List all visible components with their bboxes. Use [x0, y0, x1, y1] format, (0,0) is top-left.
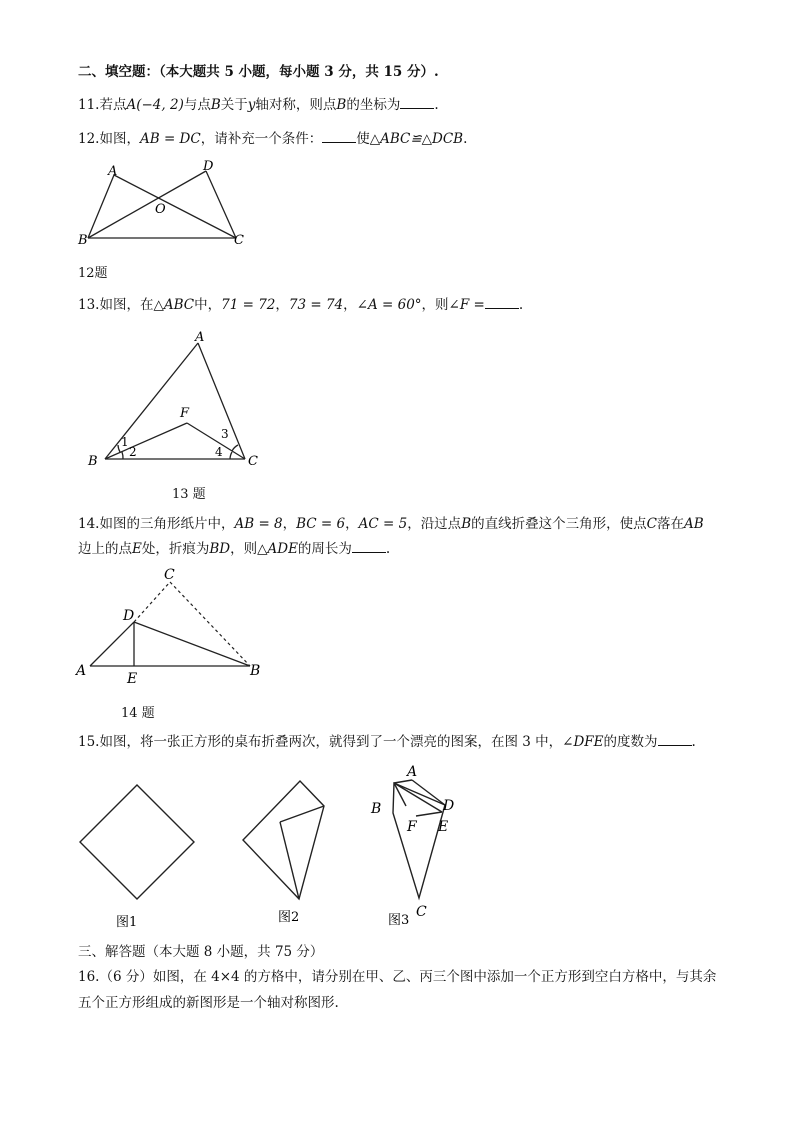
q14-figure: [72, 562, 272, 687]
q14-line1-mid: 沿过点: [420, 516, 462, 532]
q14-line1-prefix: 14.如图的三角形纸片中，: [78, 516, 235, 532]
q13-label-2: 2: [129, 445, 137, 459]
q14-label-a: A: [76, 663, 87, 679]
q15-fig2-label: 图2: [278, 910, 300, 925]
q12-label-c: C: [234, 233, 244, 248]
q14-point-e: E: [132, 541, 142, 557]
question-16-line-2: 五个正方形组成的新图形是一个轴对称图形.: [78, 995, 339, 1011]
q12-after: 使: [356, 131, 370, 147]
q12-caption: 12题: [78, 266, 108, 281]
q15-label-d: D: [443, 798, 455, 814]
q11-middle2: 关于: [220, 97, 248, 113]
q15-fig3-label: 图3: [388, 913, 410, 928]
q14-point-b: B: [461, 516, 472, 532]
q13-label-1: 1: [121, 435, 129, 449]
q14-label-d: D: [123, 608, 135, 624]
q14-tail: .: [385, 541, 391, 557]
q13-figure: [80, 325, 280, 475]
q13-label-f: F: [180, 406, 190, 421]
q14-line1-mid2: 的直线折叠这个三角形，使点: [471, 516, 647, 532]
q11-point-b2: B: [336, 97, 347, 113]
q15-label-e: E: [438, 819, 449, 835]
q13-sep1: ，: [275, 297, 289, 313]
q14-caption: 14 题: [121, 706, 155, 721]
q13-prefix: 13.如图，在: [78, 297, 154, 313]
q15-label-b: B: [371, 801, 382, 817]
q14-label-c: C: [164, 567, 175, 583]
q13-label-3: 3: [221, 427, 229, 441]
q12-equation: AB = DC: [139, 131, 201, 147]
q11-point-b: B: [210, 97, 221, 113]
q13-label-4: 4: [215, 445, 223, 459]
q12-answer-blank: [322, 130, 356, 143]
q14-line2-mid: 处，折痕为: [141, 541, 210, 557]
q14-label-e: E: [127, 671, 138, 687]
q13-label-a: A: [195, 330, 205, 345]
q13-then: ，则: [421, 297, 449, 313]
question-13: [78, 296, 523, 314]
q11-suffix: 轴对称，则点: [255, 97, 337, 113]
q15-tail: .: [691, 734, 696, 750]
q11-prefix: 11.若点: [78, 97, 127, 113]
q13-eq1: 71 = 72: [221, 297, 276, 313]
q14-ade: △ADE: [257, 541, 298, 557]
q13-tail: .: [518, 297, 524, 313]
q12-tail: .: [463, 131, 468, 147]
q13-target: ∠F =: [448, 297, 485, 313]
q14-bc: BC = 6: [296, 516, 346, 532]
q14-ab2: AB: [683, 516, 704, 532]
question-14-line-1: 14.如图的三角形纸片中，AB = 8，BC = 6，AC = 5，沿过点B的直线折叠这个三角形，使点C落在AB: [78, 516, 704, 532]
q12-congruence: △ABC≌△DCB: [369, 131, 464, 147]
question-15: [78, 733, 696, 751]
q14-point-c: C: [646, 516, 657, 532]
q15-answer-blank: [658, 733, 692, 746]
q13-eq2: 73 = 74: [288, 297, 344, 313]
q13-label-c: C: [248, 454, 258, 469]
q15-figure: [70, 758, 490, 933]
q11-point-a: A(−4, 2): [126, 97, 184, 113]
section-title-solutions: 三、解答题（本大题 8 小题，共 75 分）: [78, 944, 324, 960]
q12-label-b: B: [78, 233, 88, 248]
question-12: [78, 130, 467, 148]
q13-middle: 中，: [194, 297, 222, 313]
q13-label-b: B: [88, 454, 98, 469]
q14-ac: AC = 5: [358, 516, 408, 532]
q14-bd: BD: [209, 541, 231, 557]
q13-answer-blank: [485, 296, 519, 309]
question-11: [78, 96, 439, 114]
q11-end: 的坐标为: [346, 97, 401, 113]
q14-line1-end: 落在: [656, 516, 684, 532]
q15-angle: ∠DFE: [562, 734, 604, 750]
q13-sep2: ，: [343, 297, 357, 313]
question-16-line-1: 16.（6 分）如图，在 4×4 的方格中，请分别在甲、乙、丙三个图中添加一个正方形到空白方格中，与其余: [78, 969, 717, 985]
q15-label-c: C: [416, 904, 427, 920]
question-14-line-2: [78, 540, 390, 558]
q14-line2-end: 的周长为: [297, 541, 352, 557]
q14-label-b: B: [250, 663, 261, 679]
q15-end: 的度数为: [603, 734, 658, 750]
q11-answer-blank: [400, 96, 434, 109]
q14-line2-mid2: ，则: [230, 541, 258, 557]
q11-axis: y: [247, 97, 256, 113]
q13-triangle: △ABC: [153, 297, 195, 313]
q12-label-a: A: [108, 164, 118, 179]
q15-fig1-label: 图1: [116, 915, 138, 930]
q14-answer-blank: [352, 540, 386, 553]
q14-line2-prefix: 边上的点: [78, 541, 132, 557]
q12-label-d: D: [203, 159, 214, 174]
q13-caption: 13 题: [172, 487, 206, 502]
q11-middle: 与点: [183, 97, 211, 113]
q12-middle: ，请补充一个条件：: [200, 131, 323, 147]
q14-ab: AB = 8: [234, 516, 283, 532]
q12-figure: [70, 155, 260, 255]
q12-prefix: 12.如图，: [78, 131, 140, 147]
q11-tail: .: [434, 97, 439, 113]
q13-angle-a: ∠A = 60°: [356, 297, 422, 313]
q15-label-a: A: [407, 764, 418, 780]
section-title-fill-in: 二、填空题：（本大题共 5 小题，每小题 3 分，共 15 分）.: [78, 64, 439, 80]
q15-prefix: 15.如图，将一张正方形的桌布折叠两次，就得到了一个漂亮的图案，在图 3 中，: [78, 734, 563, 750]
q12-label-o: O: [155, 202, 166, 217]
q15-label-f: F: [407, 819, 417, 835]
